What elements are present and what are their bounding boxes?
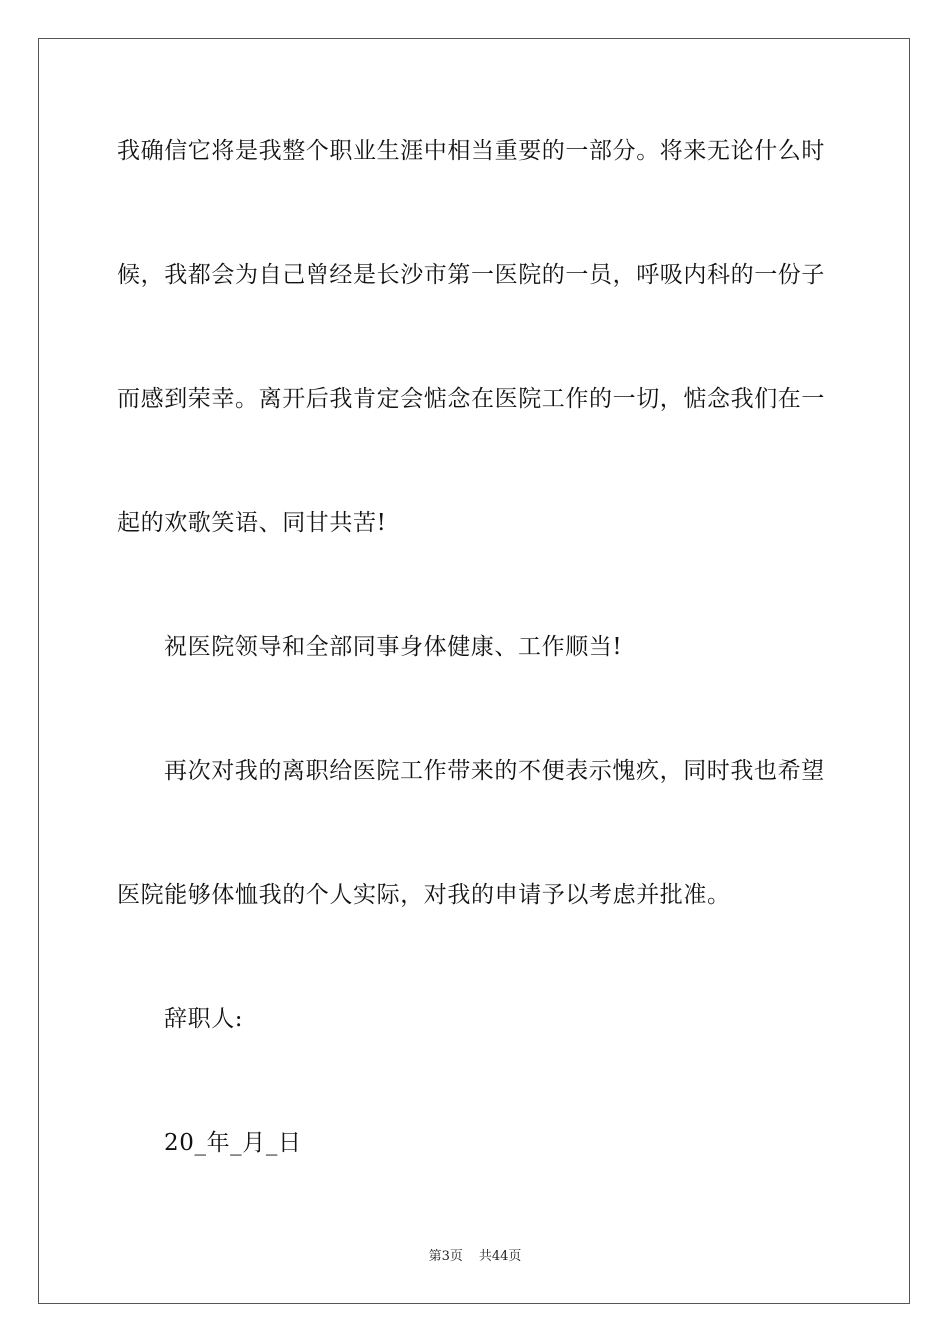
text-line-4: 起的欢歌笑语、同甘共苦! — [117, 510, 387, 536]
page-footer — [0, 1248, 950, 1266]
page-number: 第3页 — [428, 1249, 463, 1264]
text-line-blessing: 祝医院领导和全部同事身体健康、工作顺当! — [164, 634, 623, 660]
text-line-request: 医院能够体恤我的个人实际，对我的申请予以考虑并批准。 — [117, 882, 731, 908]
date-line: 20_年_月_日 — [164, 1130, 302, 1156]
page-total: 共44页 — [478, 1249, 522, 1264]
text-line-apology: 再次对我的离职给医院工作带来的不便表示愧疚，同时我也希望 — [164, 758, 825, 784]
text-line-3: 而感到荣幸。离开后我肯定会惦念在医院工作的一切，惦念我们在一 — [117, 386, 825, 412]
signature-label: 辞职人: — [164, 1006, 244, 1032]
text-line-2: 候，我都会为自己曾经是长沙市第一医院的一员，呼吸内科的一份子 — [117, 262, 825, 288]
page-border — [38, 38, 910, 1304]
text-line-1: 我确信它将是我整个职业生涯中相当重要的一部分。将来无论什么时 — [117, 138, 825, 164]
